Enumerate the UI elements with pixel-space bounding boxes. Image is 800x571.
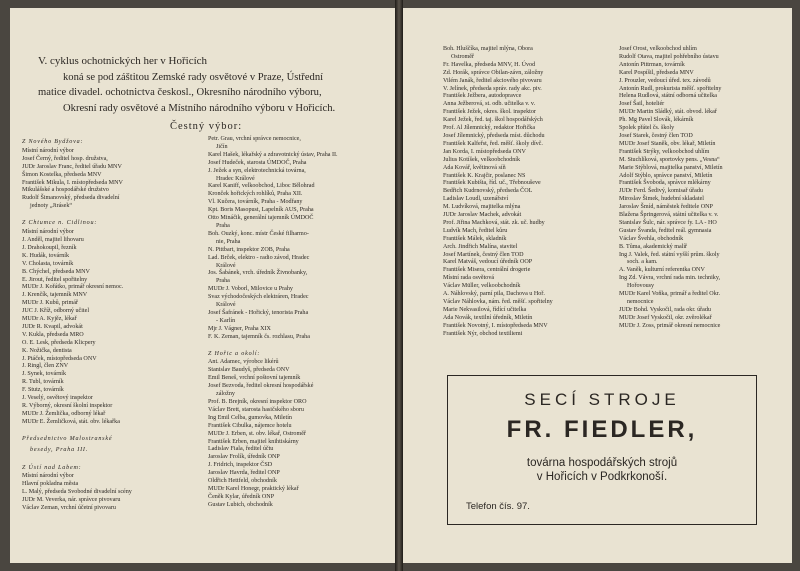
spacer bbox=[22, 456, 132, 462]
committee-member: V. Jelínek, předseda správ. rady akc. piv. bbox=[443, 85, 542, 92]
committee-member: JUDr Ferd. Šedivý, komisař úřadu bbox=[619, 188, 703, 195]
committee-member: Karel Pospíšil, předseda MNV bbox=[619, 69, 694, 76]
committee-member: Ludvík Mach, ředitel kůru bbox=[443, 227, 508, 234]
committee-member: jednoty „Jirásek“ bbox=[30, 203, 73, 210]
cestny-vybor-title: Čestný výbor: bbox=[170, 121, 243, 132]
committee-member: Vl. Kučera, továrník, Praha - Modřany bbox=[208, 199, 303, 206]
committee-member: František K. Krajčir, poslanec NS bbox=[443, 172, 526, 179]
committee-member: Josef Jílemnický, předseda míst. důchodu bbox=[443, 132, 545, 139]
left-column-1 bbox=[22, 136, 132, 513]
committee-member: F. Stutz, továrník bbox=[22, 387, 64, 394]
left-page bbox=[10, 8, 395, 563]
section-heading: besedy, Praha III. bbox=[30, 446, 89, 453]
committee-member: Zd. Horák, správce Obilan-závn, záložny bbox=[443, 69, 544, 76]
committee-member: Ada Novák, textilní úředník, Miletín bbox=[443, 314, 533, 321]
committee-member: MUDr J. Erben, st. obv. lékař, Ostroměř bbox=[208, 430, 306, 437]
committee-member: M. Stuchlíková, sportovky pens. „Vesna“ bbox=[619, 156, 720, 163]
committee-member: Hlavní pokladna města bbox=[22, 481, 79, 488]
committee-member: Josef Orost, velkoobchod uhlím bbox=[619, 46, 697, 52]
committee-member: František Nýr, obchod textiliemi bbox=[443, 330, 523, 337]
committee-member: JUDr M. Veverka, nár. správce pivovaru bbox=[22, 497, 121, 504]
committee-member: Místní národní výbor bbox=[22, 473, 74, 480]
committee-member: Karel Ježek, řed. taj. škol hospodářských bbox=[443, 117, 543, 124]
committee-member: MUDr E. Žemličková, stát. obv. lékařka bbox=[22, 418, 120, 425]
committee-member: Gustav Lubich, obchodník bbox=[208, 501, 273, 508]
committee-member: Jičín bbox=[216, 143, 228, 150]
heading-line-2: koná se pod záštitou Zemské rady osvětové v Praze, Ústřední bbox=[63, 71, 324, 83]
committee-member: Marie Nekvasilová, řídící učitelka bbox=[443, 306, 527, 313]
committee-member: Ladislav Fiala, ředitel účtu bbox=[208, 446, 274, 453]
committee-member: E. Jirout, ředitel spořitelny bbox=[22, 276, 88, 283]
section-heading: Z Ústí nad Labem: bbox=[22, 464, 82, 471]
committee-member: Ant. Adamec, výrobce likérů bbox=[208, 359, 279, 366]
committee-member: - Karlín bbox=[216, 317, 236, 324]
committee-member: J. Ptáček, místopředseda ONV bbox=[22, 355, 97, 362]
committee-member: Kpt. Boris Masopust, Lapelník AUS, Praha bbox=[208, 207, 314, 214]
committee-member: J. Anděl, majitel lihovaru bbox=[22, 236, 84, 243]
committee-member: Václav Švehla, obchodník bbox=[619, 235, 684, 242]
left-column-2 bbox=[208, 136, 378, 510]
committee-member: František Erben, majitel knihtiskárny bbox=[208, 438, 299, 445]
committee-member: MUDr J. Zoss, primář okresní nemocnice bbox=[619, 322, 721, 329]
committee-member: František Málek, skladník bbox=[443, 235, 507, 242]
committee-member: Boh. Hluščíka, majitel mlýna, Obora bbox=[443, 46, 533, 52]
committee-member: J. Ringl, člen ZNV bbox=[22, 363, 69, 370]
committee-member: JUDr Jaroslav Franc, ředitel úřadu MNV bbox=[22, 163, 122, 170]
committee-member: Ing Zd. Vávra, vrchní rada min. techniky, bbox=[619, 275, 721, 282]
committee-member: záložny bbox=[216, 391, 235, 398]
committee-member: Blažena Špringerová, státní učitelka v. v. bbox=[619, 212, 719, 219]
heading-line-3: matice divadel. ochotnictva českosl., Okresního národního výboru, bbox=[38, 87, 322, 98]
committee-member: Antonín Pittrman, továrník bbox=[619, 61, 685, 68]
spacer bbox=[22, 427, 132, 433]
committee-member: JUC J. Kříž, odborný učitel bbox=[22, 308, 90, 315]
committee-member: Mikulášské a hospodářské družstvo bbox=[22, 187, 109, 194]
committee-member: Hradec Králové bbox=[216, 175, 255, 182]
committee-member: Prof. Al Jílemnický, redaktor Hořička bbox=[443, 125, 536, 132]
committee-member: Josef Šafránek - Hořický, tenorista Praha bbox=[208, 309, 309, 316]
ad-phone: Telefon čís. 97. bbox=[466, 501, 530, 512]
committee-member: Boh. Ouzký, konc. místr České filharmo- bbox=[208, 230, 309, 237]
heading-line-4: Okresní rady osvětové a Místního národního výboru v Hořicích. bbox=[63, 102, 336, 114]
committee-member: L. Malý, předseda Svobodné divadelní scény bbox=[22, 489, 132, 496]
committee-member: Jan Korda, I. místopředseda ONV bbox=[443, 148, 526, 155]
committee-member: MUDr A. Kyjěz, lékař bbox=[22, 316, 77, 323]
committee-member: J. Krenčík, tajemník MNV bbox=[22, 292, 88, 299]
committee-member: Miroslav Šimek, hudební skladatel bbox=[619, 196, 704, 203]
heading-title: V. cyklus ochotnických her v Hořicích bbox=[38, 55, 208, 67]
committee-member: Vilém Janák, ředitel akciového pivovaru bbox=[443, 77, 542, 84]
committee-member: B. Chýchel, předseda MNV bbox=[22, 268, 90, 275]
committee-member: Hořovousy bbox=[627, 283, 655, 290]
committee-member: Stanislav Šulc, nár. správce fy. LA - HO bbox=[619, 219, 717, 226]
committee-member: MUDr Karel Honegr, praktický lékař bbox=[208, 485, 299, 492]
committee-member: Místní národní výbor bbox=[22, 229, 74, 236]
committee-member: Anna Ježberová, st. odb. učitelka v. v. bbox=[443, 101, 536, 108]
spacer bbox=[208, 342, 378, 348]
right-column-1 bbox=[443, 46, 553, 339]
committee-member: J. Fridrich, inspektor ČSD bbox=[208, 462, 273, 469]
committee-member: Emil Beneš, vrchní poštovní tajemník bbox=[208, 375, 301, 382]
committee-member: Petr. Grau, vrchní správce nemocnice, bbox=[208, 136, 301, 142]
ad-description bbox=[448, 456, 756, 484]
committee-member: Spolek přátel čs. školy bbox=[619, 125, 675, 132]
committee-member: Otto Mináčik, generální tajemník ÚMDOČ bbox=[208, 215, 314, 222]
committee-member: Králové bbox=[216, 302, 236, 309]
committee-member: Místní národní výbor bbox=[22, 147, 74, 154]
committee-member: Stanislav Baudyš, předseda ONV bbox=[208, 367, 290, 374]
committee-member: MUDr Josef Vyskočil, okr. zvěrolékař bbox=[619, 314, 712, 321]
committee-member: Julius Kotíšek, velkoobchodník bbox=[443, 156, 521, 163]
committee-member: Arch. Jindřich Malína, stavitel bbox=[443, 243, 518, 250]
program-heading bbox=[38, 54, 378, 116]
committee-member: František Ježbera, autodopravce bbox=[443, 93, 522, 100]
committee-member: František Misera, centrální drogerie bbox=[443, 267, 531, 274]
committee-member: Josef Šail, hoteliér bbox=[619, 101, 665, 108]
committee-member: František Novotný, I. místopředseda MNV bbox=[443, 322, 548, 329]
committee-member: Ing Emil Celba, gumovka, Miletín bbox=[208, 414, 292, 421]
committee-member: MUDr Martin Sládký, stát. obvod. lékař bbox=[619, 109, 717, 116]
committee-member: K. Nožička, dentista bbox=[22, 347, 72, 354]
committee-member: J. Synek, továrník bbox=[22, 371, 67, 378]
committee-member: Ada Kovář, květinová síň bbox=[443, 164, 506, 171]
committee-member: František Švoboda, správce mlékárny bbox=[619, 180, 711, 187]
committee-member: Prof. B. Brejník, okresní inspektor ORO bbox=[208, 399, 307, 405]
committee-member: Šimon Kostelka, předseda MNV bbox=[22, 171, 102, 178]
committee-member: Jos. Šabánek, vrch. úředník Živnobanky, bbox=[208, 270, 308, 277]
committee-member: JUDr R. Kvapil, advokát bbox=[22, 323, 83, 330]
committee-member: Karel Matváš, vedoucí úředník OOP bbox=[443, 259, 533, 266]
committee-member: Praha bbox=[216, 278, 230, 285]
committee-member: Fr. Havelka, předseda MNV, H. Úvod bbox=[443, 61, 536, 68]
committee-member: B. Tůma, akademický malíř bbox=[619, 243, 688, 250]
book-gutter bbox=[395, 0, 403, 571]
spacer bbox=[22, 211, 132, 217]
ad-description-line-1: továrna hospodářských strojů bbox=[526, 457, 678, 469]
committee-member: Josef Martínek, čestný člen TOD bbox=[443, 251, 524, 258]
committee-member: Karel Kaniff, velkoobchod, Liboc Bělohrad bbox=[208, 183, 315, 190]
section-heading: Z Nového Bydžova: bbox=[22, 139, 84, 145]
committee-member: soch. a kam. bbox=[627, 259, 658, 266]
committee-member: František Strýky, velkoobchod uhlím bbox=[619, 148, 710, 155]
committee-member: Ing J. Valek, řed. státní vyšší prům. školy bbox=[619, 251, 720, 258]
committee-member: Václav Brett, starosta hasičského sboru bbox=[208, 406, 304, 413]
ad-description-line-2: v Hořicích v Podkrkonoší. bbox=[536, 471, 668, 483]
committee-member: Místní rada osvětová bbox=[443, 275, 495, 282]
committee-member: MUDr J. Kořátko, primář okresní nemoc. bbox=[22, 284, 124, 291]
committee-member: Václav Zeman, vrchní účetní pivovaru bbox=[22, 505, 116, 512]
committee-member: František Kalfeřst, řed. měšť. školy dívč. bbox=[443, 140, 543, 147]
committee-member: MUDr J. Voborl, Milovice u Prahy bbox=[208, 286, 293, 293]
committee-member: František Mikula, I. místopředseda MNV bbox=[22, 179, 123, 186]
committee-member: Josef Bezvoda, ředitel okresní hospodářské bbox=[208, 383, 314, 390]
committee-member: Karel Hašek, lékařský a zdravotnický ústav, Praha II. bbox=[208, 151, 338, 158]
committee-member: V. Kukla, předseda MRO bbox=[22, 331, 84, 338]
committee-member: Václav Náhlovka, nám. řed. měšť. spořitelny bbox=[443, 299, 553, 305]
committee-member: Josef Starek, čestný člen TOD bbox=[619, 132, 693, 139]
committee-member: Ph. Mg Pavel Slovák, lékárník bbox=[619, 117, 694, 124]
ad-product: SECÍ STROJE bbox=[524, 390, 680, 409]
committee-member: František Kubišta, říd. uč., Třebnouševe bbox=[443, 180, 541, 187]
committee-member: František Cibulka, nájemce hotelu bbox=[208, 422, 292, 429]
committee-member: A. Vaněk, kulturní referentka ONV bbox=[619, 267, 705, 274]
committee-member: Jaroslav Havrda, ředitel ONP bbox=[208, 470, 280, 477]
committee-member: MUDr Josef Staněk, obv. lékař, Miletín bbox=[619, 140, 716, 147]
committee-member: Králové bbox=[216, 262, 236, 269]
committee-member: N. Pittbart, inspektor ZOB, Praha bbox=[208, 246, 290, 253]
right-page bbox=[403, 8, 792, 563]
committee-member: J. Veselý, osvětový inspektor bbox=[22, 395, 93, 402]
right-column-2 bbox=[619, 46, 723, 331]
section-heading: Předsednictvo Malostranské bbox=[22, 435, 113, 442]
committee-member: F. K. Zeman, tajemník čs. rozhlasu, Praha bbox=[208, 333, 310, 340]
committee-member: Josef Černý, ředitel hosp. družstva, bbox=[22, 155, 108, 162]
committee-member: M. Ludvíková, majitelka mlýna bbox=[443, 204, 521, 211]
committee-member: JUDr Jaroslav Machek, advokát bbox=[443, 212, 522, 219]
committee-member: Lad. Brček, elektro - radio závod, Hradec bbox=[208, 254, 310, 261]
committee-member: Gustav Švanda, ředitel reál. gymnasia bbox=[619, 227, 712, 234]
committee-member: Svaz východočeských elektráren, Hradec bbox=[208, 294, 309, 301]
committee-member: V. Cholasta, továrník bbox=[22, 260, 74, 267]
committee-member: Praha bbox=[216, 222, 230, 229]
committee-member: J. Prouzler, vedoucí úřed. tex. závodů bbox=[619, 77, 711, 84]
committee-member: Rudolf Šimanovský, předseda divadelní bbox=[22, 195, 120, 202]
committee-member: MUDr Karel Voňka, primář a ředitel Okr. bbox=[619, 291, 720, 298]
committee-member: JUDr Bohd. Vyskočil, rada okr. úřadu bbox=[619, 306, 711, 313]
committee-member: Ladislav Loudl, uzenářství bbox=[443, 196, 509, 203]
committee-member: Helena Rudlová, státní odborná učitelka bbox=[619, 93, 717, 100]
committee-member: MUDr J. Žemlička, odborný lékař bbox=[22, 410, 106, 417]
committee-member: J. Ježek a syn, elektrotechnická továrna, bbox=[208, 167, 306, 174]
committee-member: A. Náhlovský, parní pila, Dachova u Hoř. bbox=[443, 291, 545, 298]
committee-member: Prof. Jiřina Machková, stát. zk. uč. hudby bbox=[443, 219, 545, 226]
committee-member: R. Tubl, továrník bbox=[22, 379, 64, 386]
committee-member: R. Výborný, okresní školní inspektor bbox=[22, 403, 113, 409]
committee-member: Kronček hořických rohlíků, Praha XII. bbox=[208, 191, 303, 198]
ad-company: FR. FIEDLER, bbox=[506, 416, 698, 443]
committee-member: Jaroslav Šmíd, náměstek ředitele ONP bbox=[619, 204, 713, 211]
committee-member: Antonín Rudl, prokurista měšť. spořitelny bbox=[619, 85, 722, 92]
committee-member: nemocnice bbox=[627, 299, 654, 305]
committee-member: Jaroslav Frolík, úředník ONP bbox=[208, 454, 280, 461]
committee-member: nie, Praha bbox=[216, 238, 241, 245]
committee-member: Oldřich Hettfeld, obchodník bbox=[208, 478, 277, 485]
committee-member: Rudolf Otava, majitel pohřebního ústavu bbox=[619, 53, 719, 60]
committee-member: MUDr J. Kubů, primář bbox=[22, 300, 79, 307]
committee-member: Ostroměř bbox=[451, 53, 475, 60]
committee-member: J. Drahokoupil, řezník bbox=[22, 244, 77, 251]
section-heading: Z Chtumce n. Cidlinou: bbox=[22, 220, 98, 227]
committee-member: K. Hudák, továrník bbox=[22, 252, 70, 259]
committee-member: František Ježek, okres. škol. inspektor bbox=[443, 109, 536, 116]
committee-member: Bedřich Kudrnovský, předseda ČOL bbox=[443, 188, 533, 195]
committee-member: Čeněk Kylar, úředník ONP bbox=[208, 493, 275, 500]
committee-member: Marie Stýblová, majitelka panství, Miletín bbox=[619, 164, 723, 171]
advertisement-box bbox=[447, 375, 757, 525]
committee-member: Josef Hudeček, starosta ÚMDOČ, Praha bbox=[208, 159, 307, 166]
committee-member: Václav Müller, velkoobchodník bbox=[443, 283, 521, 290]
section-heading: Z Hořic a okolí: bbox=[208, 350, 261, 357]
committee-member: Adolf Stýblo, správce panství, Miletín bbox=[619, 172, 713, 179]
committee-member: O. E. Lesk, předseda Klicpery bbox=[22, 339, 96, 346]
committee-member: Mjr J. Vágner, Praha XIX bbox=[208, 325, 271, 332]
